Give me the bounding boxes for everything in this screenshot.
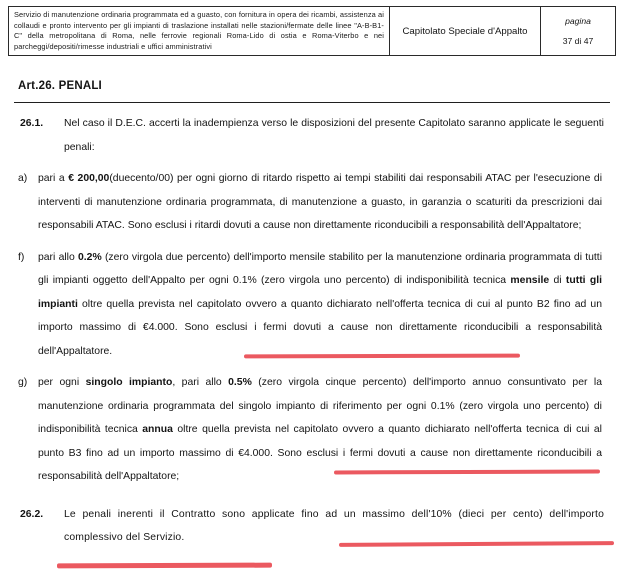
item-f: [0, 246, 624, 364]
item-text: per ogni singolo impianto, pari allo 0.5% (zero virgola cinque percento) dell'importo annuo consuntivato per la manutenzione ordinaria programmata del singolo impianto di riferimento per ogni 0.1% (zero virgola uno percento) di indisponibilità tecnica annua oltre quella prevista nel capitolato ovvero a quanto dichiarato nell'offerta tecnica di cui al punto B3 fino ad un importo massimo di €4.000. Sono esclusi i fermi dovuti a cause non direttamente riconducibili a responsabilità dell'Appaltatore;: [38, 377, 603, 482]
page-number: 37 di 47: [562, 35, 594, 46]
red-underline-annotation-4: [57, 563, 272, 569]
article-heading: Art.26. PENALI: [18, 80, 102, 92]
item-a: [0, 167, 624, 238]
header-row: [9, 7, 616, 56]
item-g: [0, 371, 624, 489]
item-text: pari a € 200,00(duecento/00) per ogni giorno di ritardo rispetto ai tempi stabiliti dai responsabili ATAC per l'esecuzione di interventi di manutenzione ordinaria programmata, di manutenzione a guasto, in garanzia o scaturiti da prescrizioni dai responsabili ATAC. Sono esclusi i ritardi dovuti a cause non direttamente riconducibili a responsabilità dell'Appaltatore;: [38, 173, 603, 231]
clause-marker: 26.1.: [20, 118, 44, 129]
page-header-table: [8, 6, 616, 56]
clause-marker: 26.2.: [20, 508, 44, 520]
document-body: [0, 112, 624, 558]
clause-text: Nel caso il D.E.C. accerti la inadempienza verso le disposizioni del presente Capitolato saranno applicate le seguenti penali:: [64, 118, 604, 153]
clause-26-2: [0, 503, 624, 550]
heading-divider: [14, 102, 610, 103]
page-label: pagina: [565, 16, 591, 27]
header-document-title: Capitolato Speciale d'Appalto: [390, 7, 541, 56]
item-text: pari allo 0.2% (zero virgola due percento) dell'importo mensile stabilito per la manutenzione ordinaria programmata di tutti gli impianti oggetto dell'Appalto per ogni 0.1% (zero virgola uno percento) di indisponibilità tecnica mensile di tutti gli impianti oltre quella prevista nel capitolato ovvero a quanto dichiarato nell'offerta tecnica di cui al punto B2 fino ad un importo massimo di €4.000. Sono esclusi i fermi dovuti a cause non direttamente riconducibili a responsabilità dell'Appaltatore.: [38, 251, 603, 357]
item-marker: f): [18, 251, 25, 263]
clause-text: Le penali inerenti il Contratto sono applicate fino ad un massimo dell'10% (dieci per cento) dell'importo complessivo del Servizio.: [64, 508, 604, 543]
header-service-description: Servizio di manutenzione ordinaria programmata ed a guasto, con fornitura in opera dei ricambi, assistenza ai collaudi e pronto intervento per gli impianti di traslazione installati nelle stazioni/fermate delle linee "A-B-B1-C" della metropolitana di Roma, nelle ferrovie regionali Roma-Lido di ostia e Roma-Viterbo e nei parcheggi/depositi/rimesse industriali e uffici amministrativi: [9, 7, 390, 56]
header-page-cell: [541, 7, 616, 56]
clause-26-1: [0, 112, 624, 159]
item-marker: a): [18, 173, 28, 184]
item-marker: g): [18, 377, 28, 388]
